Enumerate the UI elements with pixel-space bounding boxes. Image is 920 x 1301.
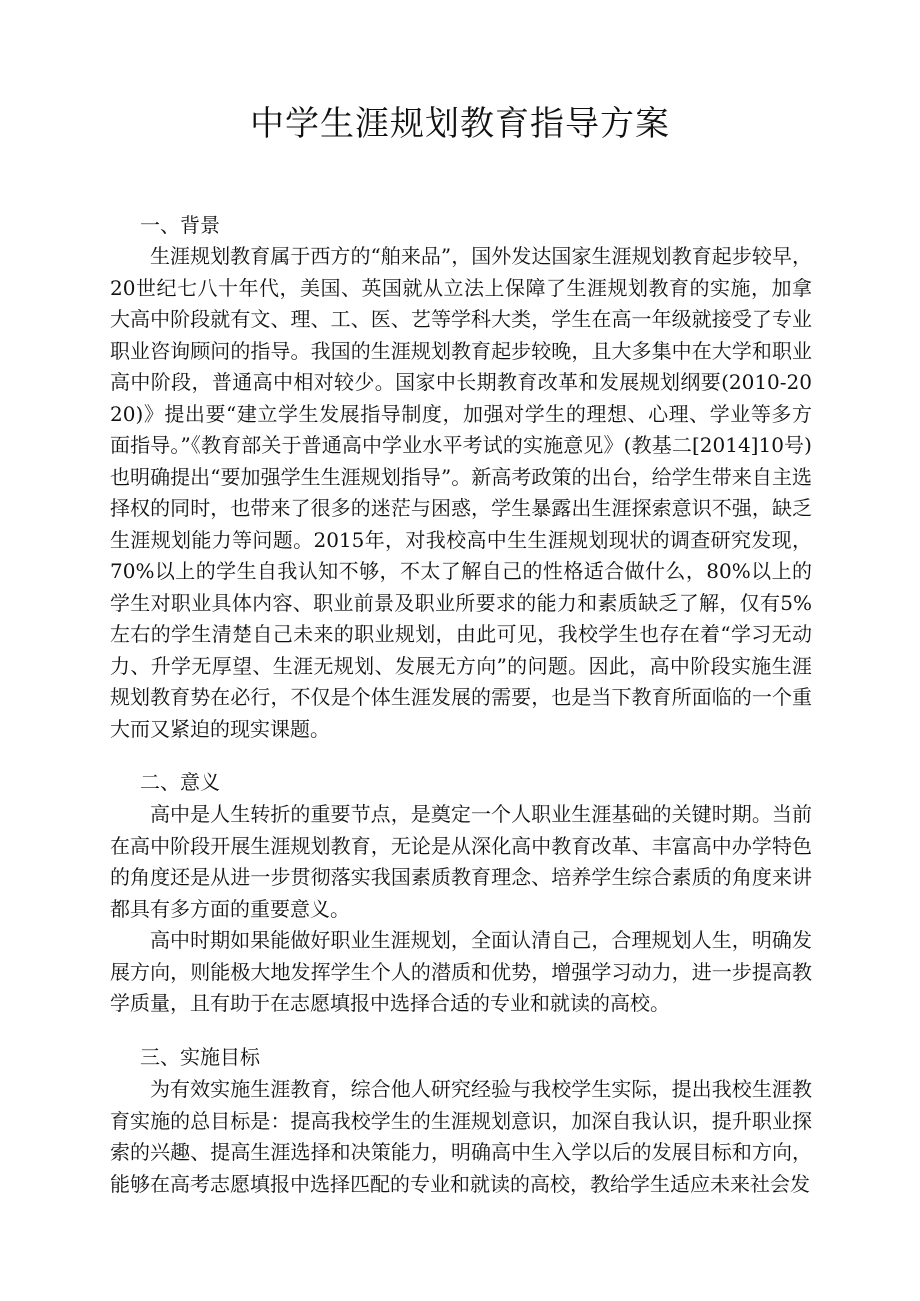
paragraph-significance-1: 高中是人生转折的重要节点，是奠定一个人职业生涯基础的关键时期。当前在高中阶段开展生涯规划教育，无论是从深化高中教育改革、丰富高中办学特色的角度还是从进一步贯彻落实我国素质教育理念、培养学生综合素质的角度来讲都具有多方面的重要意义。 bbox=[110, 802, 812, 921]
section-heading-background: 一、背景 bbox=[140, 213, 220, 237]
paragraph-background: 生涯规划教育属于西方的“舶来品”，国外发达国家生涯规划教育起步较早，20世纪七八十年代，美国、英国就从立法上保障了生涯规划教育的实施，加拿大高中阶段就有文、理、工、医、艺等学科大类，学生在高一年级就接受了专业职业咨询顾问的指导。我国的生涯规划教育起步较晚，且大多集中在大学和职业高中阶段，普通高中相对较少。国家中长期教育改革和发展规划纲要(2010-2020)》提出要“建立学生发展指导制度，加强对学生的理想、心理、学业等多方面指导。”《教育部关于普通高中学业水平考试的实施意见》(教基二[2014]10号)也明确提出“要加强学生生涯规划指导”。新高考政策的出台，给学生带来自主选择权的同时，也带来了很多的迷茫与困惑，学生暴露出生涯探索意识不强，缺乏生涯规划能力等问题。2015年，对我校高中生生涯规划现状的调查研究发现，70%以上的学生自我认知不够，不太了解自己的性格适合做什么，80%以上的学生对职业具体内容、职业前景及职业所要求的能力和素质缺乏了解，仅有5%左右的学生清楚自己未来的职业规划，由此可见，我校学生也存在着“学习无动力、升学无厚望、生涯无规划、发展无方向”的问题。因此，高中阶段实施生涯规划教育势在必行，不仅是个体生涯发展的需要，也是当下教育所面临的一个重大而又紧迫的现实课题。 bbox=[110, 244, 812, 741]
paragraph-goals: 为有效实施生涯教育，综合他人研究经验与我校学生实际，提出我校生涯教育实施的总目标是：提高我校学生的生涯规划意识，加深自我认识，提升职业探索的兴趣、提高生涯选择和决策能力，明确高中生入学以后的发展目标和方向，能够在高考志愿填报中选择匹配的专业和就读的高校，教给学生适应未来社会发 bbox=[110, 1077, 812, 1196]
document-title: 中学生涯规划教育指导方案 bbox=[250, 104, 670, 144]
paragraph-significance-2: 高中时期如果能做好职业生涯规划，全面认清自己，合理规划人生，明确发展方向，则能极大地发挥学生个人的潜质和优势，增强学习动力，进一步提高教学质量，且有助于在志愿填报中选择合适的专业和就读的高校。 bbox=[110, 928, 812, 1015]
section-heading-goals: 三、实施目标 bbox=[140, 1045, 260, 1069]
section-heading-significance: 二、意义 bbox=[140, 770, 220, 794]
